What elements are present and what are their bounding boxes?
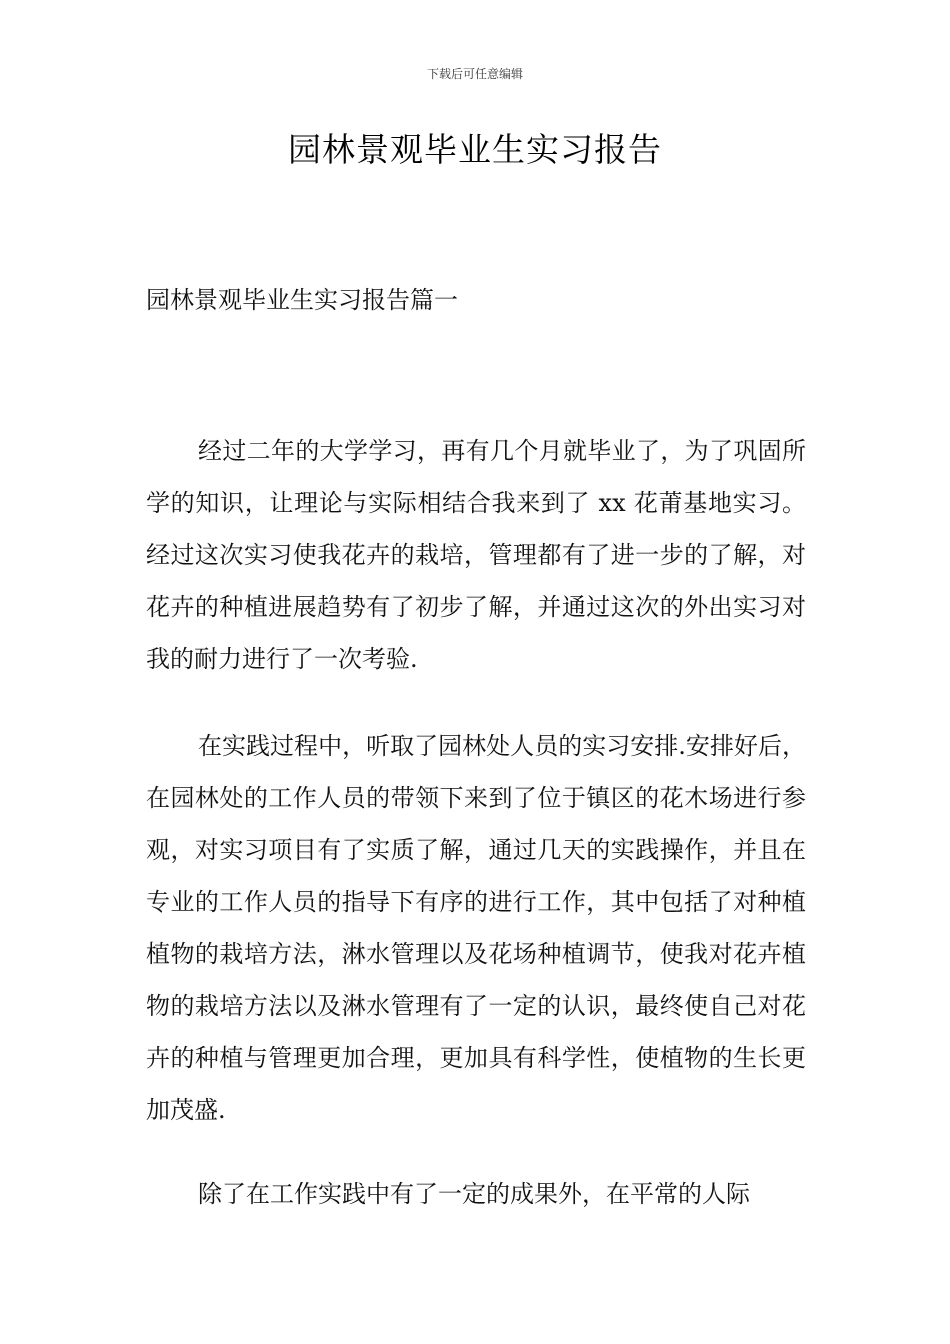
document-title: 园林景观毕业生实习报告 <box>288 130 662 169</box>
body-paragraph: 经过二年的大学学习，再有几个月就毕业了，为了巩固所学的知识，让理论与实际相结合我来到了 xx 花莆基地实习。经过这次实习使我花卉的栽培，管理都有了进一步的了解，对花卉的种植进展趋势有了初步了解，并通过这次的外出实习对我的耐力进行了一次考验. <box>146 437 806 673</box>
header-note: 下载后可任意编辑 <box>426 67 523 81</box>
section-heading: 园林景观毕业生实习报告篇一 <box>146 286 458 314</box>
body-paragraph: 在实践过程中，听取了园林处人员的实习安排.安排好后，在园林处的工作人员的带领下来到了位于镇区的花木场进行参观，对实习项目有了实质了解，通过几天的实践操作，并且在专业的工作人员的指导下有序的进行工作，其中包括了对种植植物的栽培方法，淋水管理以及花场种植调节，使我对花卉植物的栽培方法以及淋水管理有了一定的认识，最终使自己对花卉的种植与管理更加合理，更加具有科学性，使植物的生长更加茂盛. <box>146 732 806 1124</box>
body-paragraph: 除了在工作实践中有了一定的成果外，在平常的人际 <box>198 1180 750 1208</box>
